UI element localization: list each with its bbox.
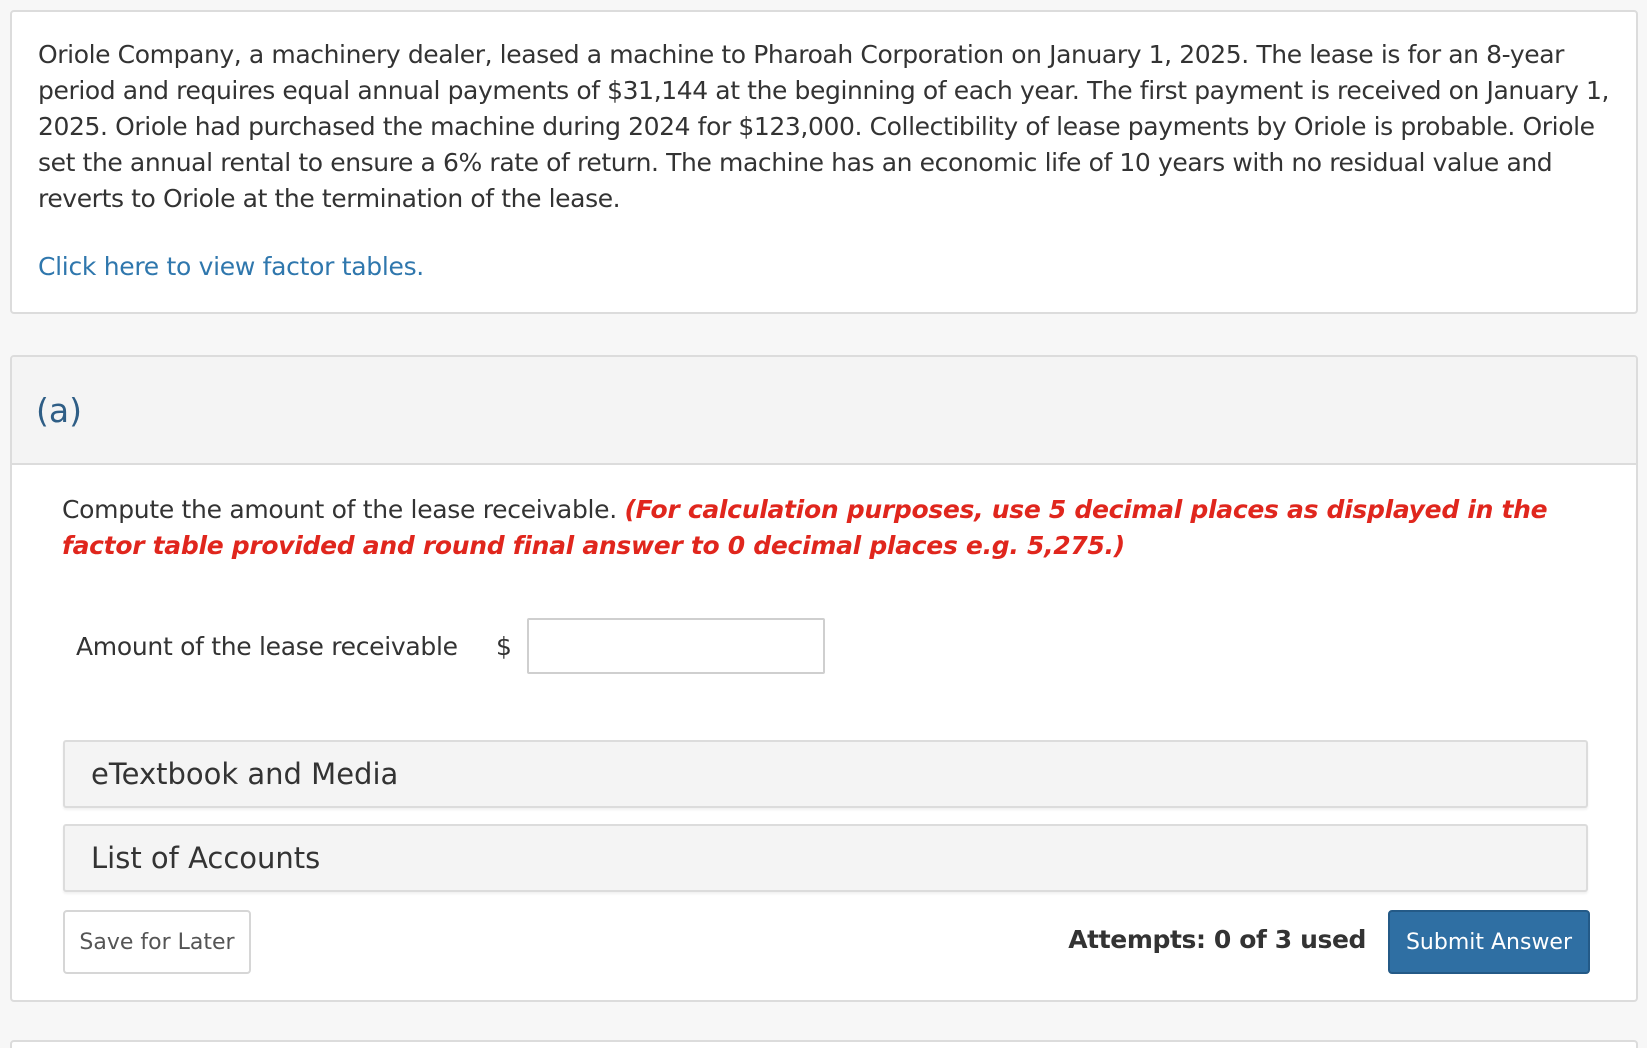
problem-card	[10, 10, 1638, 314]
etextbook-media-accordion[interactable]	[63, 740, 1588, 808]
lease-receivable-input[interactable]	[527, 618, 825, 674]
next-card-edge	[10, 1040, 1638, 1048]
part-a-card	[10, 355, 1638, 1002]
accordion-label: eTextbook and Media	[91, 757, 399, 791]
factor-tables-link[interactable]: Click here to view factor tables.	[38, 252, 424, 281]
currency-symbol: $	[496, 631, 512, 661]
list-of-accounts-accordion[interactable]	[63, 824, 1588, 892]
submit-answer-button[interactable]: Submit Answer	[1388, 910, 1590, 974]
instruction-text: Compute the amount of the lease receivable.	[62, 495, 617, 524]
part-header	[12, 357, 1636, 465]
answer-row	[76, 617, 825, 675]
answer-label: Amount of the lease receivable	[76, 631, 458, 661]
instruction-emphasis: (For calculation purposes, use 5 decimal places as displayed in the factor table provided and round final answer to 0 decimal places e.g. 5,275.)	[62, 495, 1548, 560]
problem-statement: Oriole Company, a machinery dealer, leased a machine to Pharoah Corporation on January 1, 2025. The lease is for an 8-year period and requires equal annual payments of $31,144 at the beginning of each year. The first payment is received on January 1, 2025. Oriole had purchased the machine during 2024 for $123,000. Collectibility of lease payments by Oriole is probable. Oriole set the annual rental to ensure a 6% rate of return. The machine has an economic life of 10 years with no residual value and reverts to Oriole at the termination of the lease.	[38, 40, 1610, 213]
question-instructions	[62, 492, 1582, 564]
save-for-later-button[interactable]: Save for Later	[63, 910, 251, 974]
accordion-label: List of Accounts	[91, 841, 321, 875]
attempts-counter: Attempts: 0 of 3 used	[1068, 925, 1366, 954]
part-label: (a)	[36, 390, 82, 430]
